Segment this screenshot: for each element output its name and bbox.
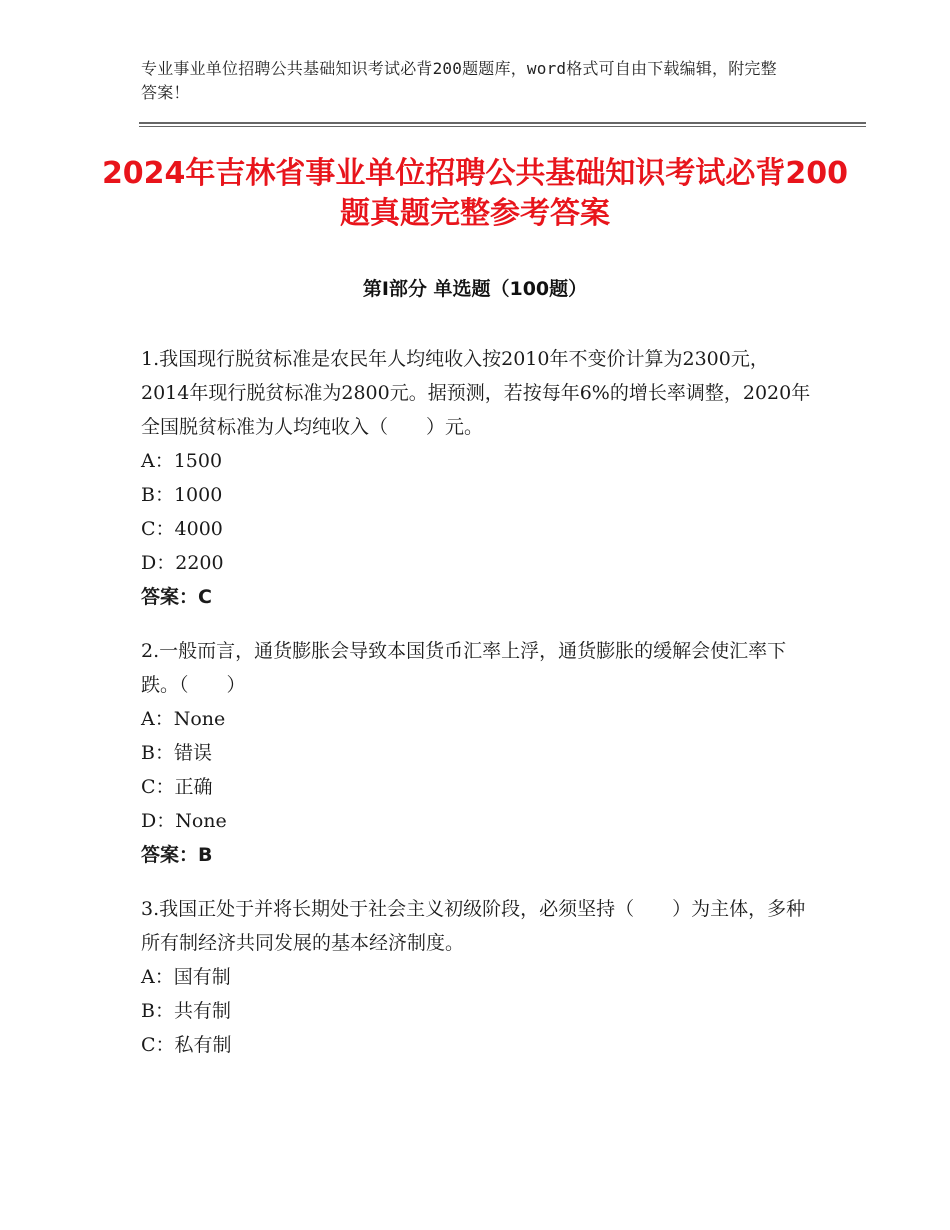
option-b: B：1000 [141,484,223,506]
option-d: D：2200 [141,552,224,574]
question-1 [141,342,817,614]
question-2 [141,634,817,872]
option-c: C：4000 [141,518,223,540]
header-note: 专业事业单位招聘公共基础知识考试必背200题题库，word格式可自由下载编辑，附完整答案！ [141,59,777,102]
option-c: C：正确 [141,776,213,798]
document-title: 2024年吉林省事业单位招聘公共基础知识考试必背200题真题完整参考答案 [101,156,849,231]
option-a: A：国有制 [141,966,231,988]
option-a: A：None [141,708,226,730]
question-3 [141,892,817,1062]
header-rule-thin [139,126,866,127]
header-rule-thick [139,122,866,124]
answer-line: 答案：C [141,586,212,608]
option-c: C：私有制 [141,1034,232,1056]
answer-line: 答案：B [141,844,213,866]
question-list [141,342,817,1082]
option-a: A：1500 [141,450,223,472]
question-stem: 2.一般而言，通货膨胀会导致本国货币汇率上浮，通货膨胀的缓解会使汇率下跌。（ ） [141,640,787,696]
section-heading: 第Ⅰ部分 单选题（100题） [362,278,588,300]
option-b: B：共有制 [141,1000,231,1022]
option-b: B：错误 [141,742,212,764]
option-d: D：None [141,810,227,832]
question-stem: 3.我国正处于并将长期处于社会主义初级阶段，必须坚持（ ）为主体，多种所有制经济共同发展的基本经济制度。 [141,898,806,954]
question-stem: 1.我国现行脱贫标准是农民年人均纯收入按2010年不变价计算为2300元，2014年现行脱贫标准为2800元。据预测，若按每年6%的增长率调整，2020年全国脱贫标准为人均纯收入（ ）元。 [141,348,811,438]
